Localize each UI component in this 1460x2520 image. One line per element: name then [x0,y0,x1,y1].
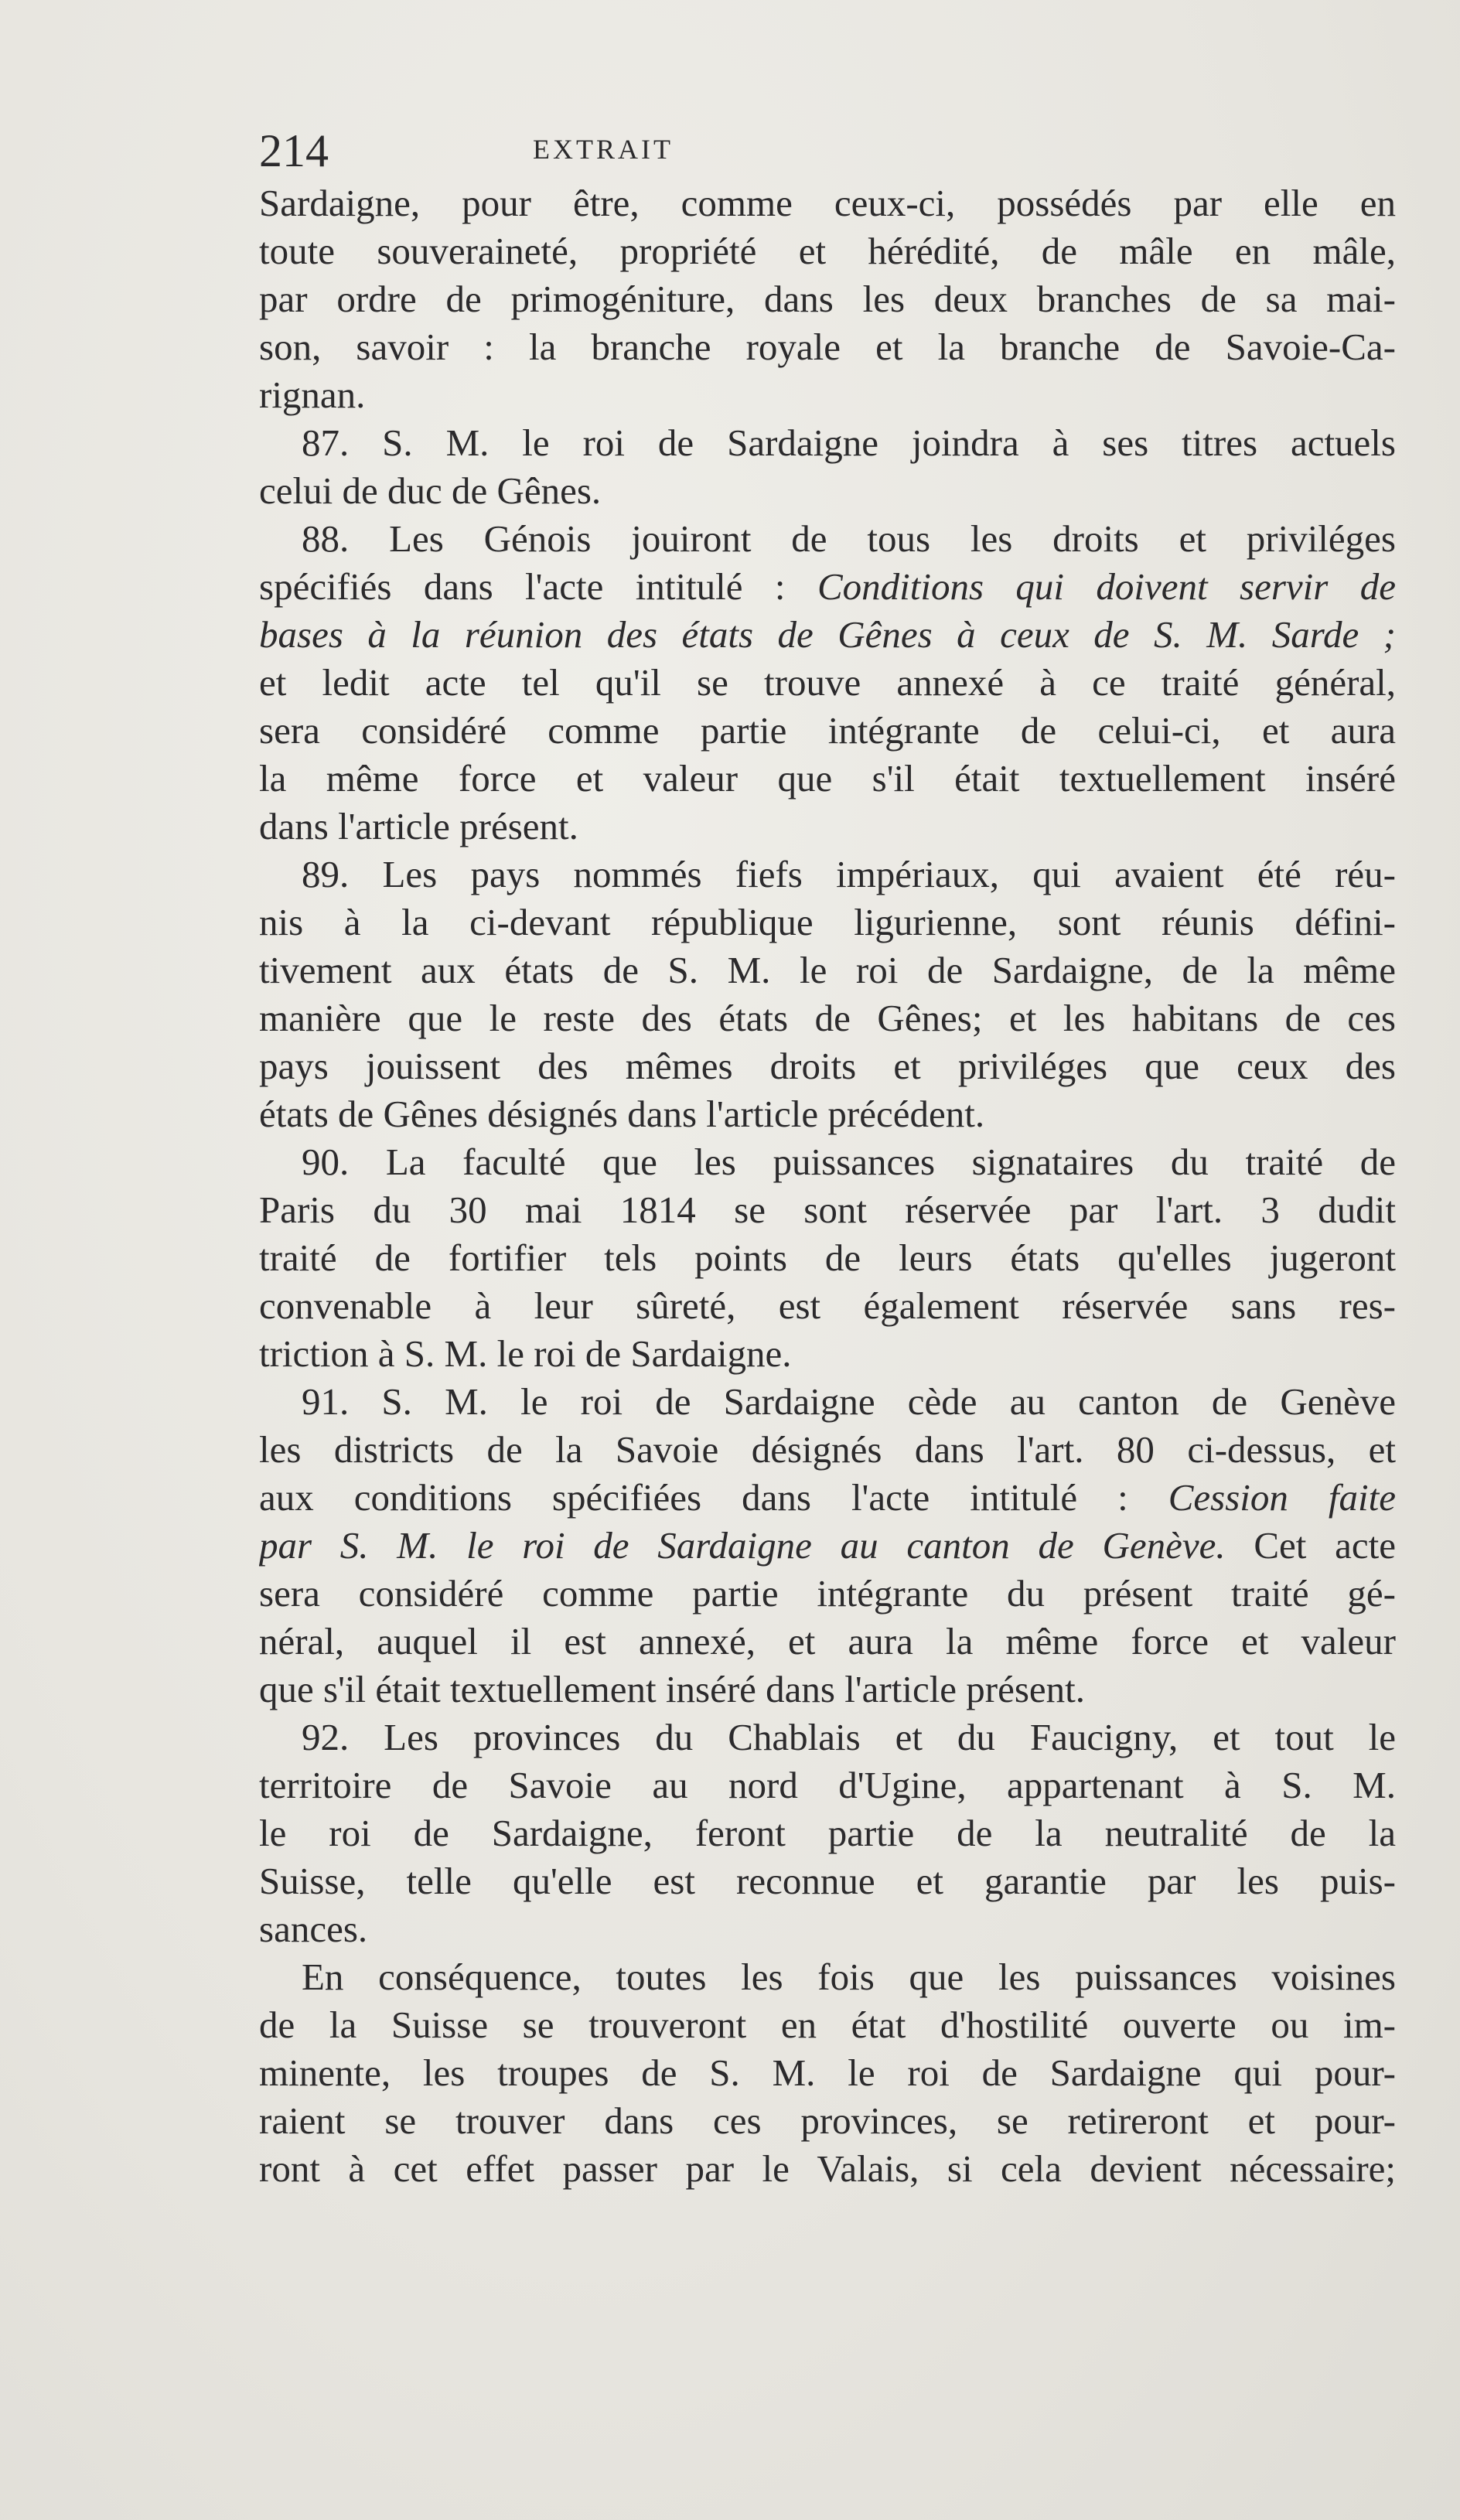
text-line [259,1282,1396,1330]
text-run: nis à la ci-devant république ligurienne, sont réunis défini- [259,901,1396,943]
text-run: celui de duc de Gênes. [259,469,602,512]
text-run: Suisse, telle qu'elle est reconnue et garantie par les puis- [259,1860,1396,1902]
text-run: les districts de la Savoie désignés dans l'art. 80 ci-dessus, et [259,1428,1396,1471]
text-line [259,707,1396,755]
text-line [259,1809,1396,1857]
text-line [259,419,1396,467]
text-line [259,1857,1396,1905]
italic-run: Cession faite [1168,1476,1396,1519]
text-line [259,851,1396,899]
text-line [259,2049,1396,2097]
page-number: 214 [259,125,329,176]
text-line [259,946,1396,994]
text-run: Paris du 30 mai 1814 se sont réservée par l'art. 3 dudit [259,1188,1396,1231]
text-run: tivement aux états de S. M. le roi de Sardaigne, de la même [259,949,1396,991]
text-line [259,1090,1396,1138]
text-run: 87. S. M. le roi de Sardaigne joindra à ses titres actuels [302,421,1396,464]
text-run: aux conditions spécifiées dans l'acte intitulé : [259,1476,1168,1519]
text-line [259,1042,1396,1090]
text-line [259,899,1396,946]
text-run: sera considéré comme partie intégrante du présent traité gé- [259,1572,1396,1615]
text-run: Cet acte [1225,1524,1396,1567]
text-line [259,2145,1396,2193]
text-line [259,323,1396,371]
text-run: son, savoir : la branche royale et la branche de Savoie-Ca- [259,326,1396,368]
text-run: toute souveraineté, propriété et hérédité, de mâle en mâle, [259,230,1396,272]
text-run: états de Gênes désignés dans l'article précédent. [259,1093,985,1135]
text-run: que s'il était textuellement inséré dans l'article présent. [259,1668,1086,1710]
text-line [259,1330,1396,1378]
text-run: sances. [259,1908,368,1950]
text-line [259,371,1396,419]
text-line [259,1618,1396,1666]
text-run: le roi de Sardaigne, feront partie de la neutralité de la [259,1812,1396,1854]
text-run: dans l'article présent. [259,805,578,847]
text-run: ront à cet effet passer par le Valais, si cela devient nécessaire; [259,2147,1396,2190]
text-run: traité de fortifier tels points de leurs états qu'elles jugeront [259,1236,1396,1279]
text-line [259,1714,1396,1761]
text-line [259,994,1396,1042]
text-run: sera considéré comme partie intégrante de celui-ci, et aura [259,709,1396,752]
text-run: spécifiés dans l'acte intitulé : [259,565,817,608]
text-line [259,1378,1396,1426]
text-line [259,611,1396,659]
text-line [259,515,1396,563]
text-line [259,227,1396,275]
body-text [259,179,1396,2193]
text-line [259,467,1396,515]
text-line [259,803,1396,851]
page-header [259,124,1396,178]
text-line [259,1474,1396,1522]
text-run: et ledit acte tel qu'il se trouve annexé à ce traité général, [259,661,1396,704]
text-line [259,1761,1396,1809]
text-line [259,659,1396,707]
text-run: raient se trouver dans ces provinces, se retireront et pour- [259,2099,1396,2142]
text-run: de la Suisse se trouveront en état d'hostilité ouverte ou im- [259,2003,1396,2046]
text-line [259,1426,1396,1474]
text-line [259,1522,1396,1570]
text-line [259,1570,1396,1618]
text-line [259,1905,1396,1953]
text-run: territoire de Savoie au nord d'Ugine, appartenant à S. M. [259,1764,1396,1806]
text-run: convenable à leur sûreté, est également réservée sans res- [259,1284,1396,1327]
text-run: par ordre de primogéniture, dans les deux branches de sa mai- [259,278,1396,320]
running-head-text: EXTRAIT [533,134,674,165]
text-line [259,1666,1396,1714]
text-run: triction à S. M. le roi de Sardaigne. [259,1332,792,1375]
text-line [259,1234,1396,1282]
italic-run: bases à la réunion des états de Gênes à ceux de S. M. Sarde ; [259,613,1396,656]
text-run: pays jouissent des mêmes droits et priviléges que ceux des [259,1045,1396,1087]
text-run: En conséquence, toutes les fois que les puissances voisines [302,1956,1396,1998]
text-run: néral, auquel il est annexé, et aura la même force et valeur [259,1620,1396,1662]
text-line [259,2097,1396,2145]
italic-run: par S. M. le roi de Sardaigne au canton de Genève. [259,1524,1226,1567]
text-run: 89. Les pays nommés fiefs impériaux, qui avaient été réu- [302,853,1396,895]
text-line [259,275,1396,323]
text-run: 92. Les provinces du Chablais et du Faucigny, et tout le [302,1716,1396,1758]
running-head [259,130,1396,169]
text-line [259,179,1396,227]
text-run: 88. Les Génois jouiront de tous les droits et priviléges [302,517,1396,560]
text-line [259,1953,1396,2001]
text-run: manière que le reste des états de Gênes; et les habitans de ces [259,997,1396,1039]
text-line [259,563,1396,611]
italic-run: Conditions qui doivent servir de [817,565,1396,608]
text-line [259,1138,1396,1186]
text-run: minente, les troupes de S. M. le roi de Sardaigne qui pour- [259,2051,1396,2094]
text-line [259,1186,1396,1234]
text-run: rignan. [259,373,366,416]
text-line [259,2001,1396,2049]
text-run: Sardaigne, pour être, comme ceux-ci, possédés par elle en [259,182,1396,224]
text-run: 90. La faculté que les puissances signataires du traité de [302,1141,1396,1183]
text-run: 91. S. M. le roi de Sardaigne cède au canton de Genève [302,1380,1396,1423]
text-run: la même force et valeur que s'il était textuellement inséré [259,757,1396,800]
text-line [259,755,1396,803]
